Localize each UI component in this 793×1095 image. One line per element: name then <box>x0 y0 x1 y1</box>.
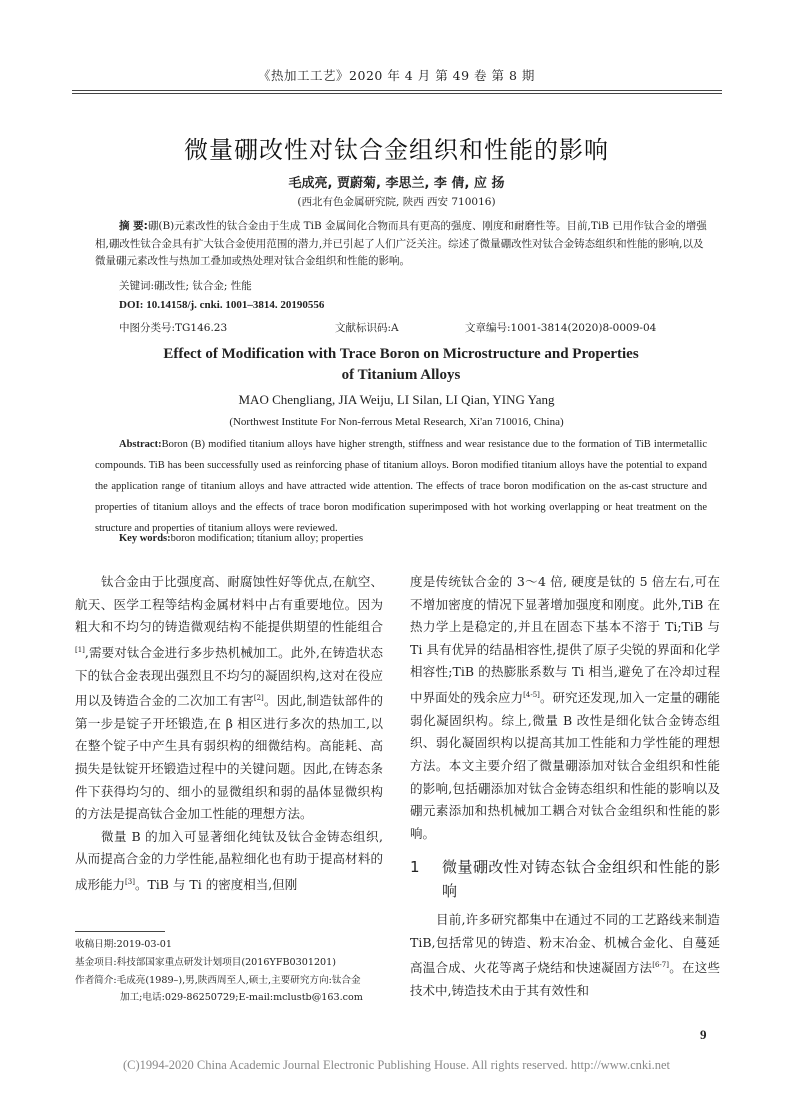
english-authors: MAO Chengliang, JIA Weiju, LI Silan, LI Qian, YING Yang <box>238 392 555 407</box>
chinese-affiliation: (西北有色金属研究院, 陕西 西安 710016) <box>297 196 496 208</box>
citation: [4-5] <box>523 690 540 699</box>
chinese-keywords: 关键词:硼改性; 钛合金; 性能 <box>119 280 252 292</box>
english-keywords-label: Key words: <box>119 533 171 544</box>
english-affiliation: (Northwest Institute For Non-ferrous Metal Research, Xi'an 710016, China) <box>229 416 564 428</box>
doi: DOI: 10.14158/j. cnki. 1001–3814. 20190556 <box>119 299 325 311</box>
body-text: 。在这些技术中,铸造技术由于其有效性和 <box>410 960 720 999</box>
journal-header: 《热加工工艺》2020 年 4 月 第 49 卷 第 8 期 <box>258 68 535 83</box>
body-text: 。研究还发现,加入一定量的硼能弱化凝固织构。综上,微量 B 改性是细化钛合金铸态组织、弱化凝固织构以提高其加工性能和力学性能的理想方法。本文主要介绍了微量硼添加对钛合金组织和性能的影响,包括硼添加对钛合金铸态组织和性能的影响以及硼元素添加和热机械加工耦合对钛合金组织和性能的影响。 <box>410 690 720 841</box>
section-heading <box>410 855 720 903</box>
body-text: 。TiB 与 Ti 的密度相当,但刚 <box>134 877 298 893</box>
body-text: 微量 B 的加入可显著细化纯钛及钛合金铸态组织,从而提高合金的力学性能,晶粒细化也有助于提高材料的成形能力 <box>75 828 383 893</box>
body-text: 度是传统钛合金的 3～4 倍, 硬度是钛的 5 倍左右,可在不增加密度的情况下显著增加强度和刚度。此外,TiB 在热力学上是稳定的,并且在固态下基本不溶于 Ti;TiB 与 Ti 具有优异的结晶相容性,提供了原子尖锐的界面和化学相容性;TiB 的热膨胀系数与 Ti 相当,避免了在冷却过程中界面处的残余应力 <box>410 574 720 706</box>
footnote-author: 作者简介:毛成亮(1989–),男,陕西周至人,硕士,主要研究方向:钛合金 <box>75 975 361 986</box>
body-text: 。因此,制造钛部件的第一步是锭子开坯锻造,在 β 相区进行多次的热加工,以在整个锭子中产生具有弱织构的细微结构。高能耗、高损失是钛锭开坯锻造过程中的关键问题。因此,在铸态条件下获得均匀的、细小的显微组织和弱的晶体显微织构的方法是提高钛合金加工性能的理想方法。 <box>75 693 383 822</box>
english-abstract <box>95 434 707 539</box>
article-number: 文章编号:1001-3814(2020)8-0009-04 <box>465 322 657 334</box>
english-keywords <box>119 533 363 544</box>
copyright-notice: (C)1994-2020 China Academic Journal Electronic Publishing House. All rights reserved. http://www.cnki.net <box>122 1058 670 1072</box>
body-column-left <box>75 571 383 897</box>
header-rule-bottom <box>72 93 722 94</box>
footnote-rule <box>75 931 165 932</box>
citation: [3] <box>125 878 135 887</box>
abstract-label: 摘 要: <box>119 220 148 232</box>
body-paragraph <box>75 571 383 826</box>
footnote-fund: 基金项目:科技部国家重点研发计划项目(2016YFB0301201) <box>75 957 336 968</box>
footnote-author-contact: 加工;电话:029-86250729;E-mail:mclustb@163.com <box>120 992 363 1003</box>
footnote-received: 收稿日期:2019-03-01 <box>75 939 172 950</box>
header-rule-top <box>72 90 722 91</box>
body-text: 目前,许多研究都集中在通过不同的工艺路线来制造 TiB,包括常见的铸造、粉末冶金、机械合金化、自蔓延高温合成、火花等离子烧结和快速凝固方法 <box>410 912 720 976</box>
citation: [1] <box>75 645 85 654</box>
body-column-right <box>410 571 720 1003</box>
class-number: 中图分类号:TG146.23 <box>119 322 228 334</box>
chinese-title: 微量硼改性对钛合金组织和性能的影响 <box>184 136 609 164</box>
citation: [6-7] <box>652 961 669 970</box>
chinese-authors: 毛成亮, 贾蔚菊, 李思兰, 李 倩, 应 扬 <box>288 176 505 191</box>
citation: [2] <box>253 694 264 703</box>
chinese-abstract <box>95 218 707 271</box>
body-text: ,需要对钛合金进行多步热机械加工。此外,在铸造状态下的钛合金表现出强烈且不均匀的凝固织构,这对在役应用以及铸造合金的二次加工有害 <box>75 644 383 709</box>
english-abstract-text: Boron (B) modified titanium alloys have higher strength, stiffness and wear resistance due to the formation of TiB intermetallic compounds. TiB has been successfully used as reinforcing phase of titanium alloys. Boron modified titanium alloys have the potential to expand the application range of titanium alloys and have attracted wide attention. The effects of trace boron modification on the as-cast structure and properties of titanium alloys and the effects of trace boron modification superimposed with hot working overlapping or heat treatment on the structure and properties of titanium alloys were reviewed. <box>95 439 707 534</box>
body-paragraph <box>75 826 383 897</box>
english-title <box>95 344 707 386</box>
english-title-line1: Effect of Modification with Trace Boron on Microstructure and Properties <box>163 346 639 362</box>
body-paragraph <box>410 571 720 845</box>
body-paragraph <box>410 909 720 1003</box>
section-number: 1 <box>410 858 420 877</box>
english-title-line2: of Titanium Alloys <box>341 367 461 383</box>
page-number: 9 <box>700 1027 707 1042</box>
english-keywords-text: boron modification; titanium alloy; properties <box>170 533 364 544</box>
chinese-abstract-text: 硼(B)元素改性的钛合金由于生成 TiB 金属间化合物而具有更高的强度、刚度和耐磨性等。目前,TiB 已用作钛合金的增强相,硼改性钛合金具有扩大钛合金使用范围的潜力,并已引起了人们广泛关注。综述了微量硼改性对钛合金铸态组织和性能的影响,以及微量硼元素改性与热加工叠加或热处理对钛合金组织和性能的影响。 <box>95 220 707 267</box>
english-abstract-label: Abstract: <box>119 439 162 450</box>
section-title: 微量硼改性对铸态钛合金组织和性能的影响 <box>442 858 720 901</box>
body-text: 钛合金由于比强度高、耐腐蚀性好等优点,在航空、航天、医学工程等结构金属材料中占有重要地位。因为粗大和不均匀的铸造微观结构不能提供期望的性能组合 <box>75 574 383 635</box>
document-code: 文献标识码:A <box>335 322 399 334</box>
